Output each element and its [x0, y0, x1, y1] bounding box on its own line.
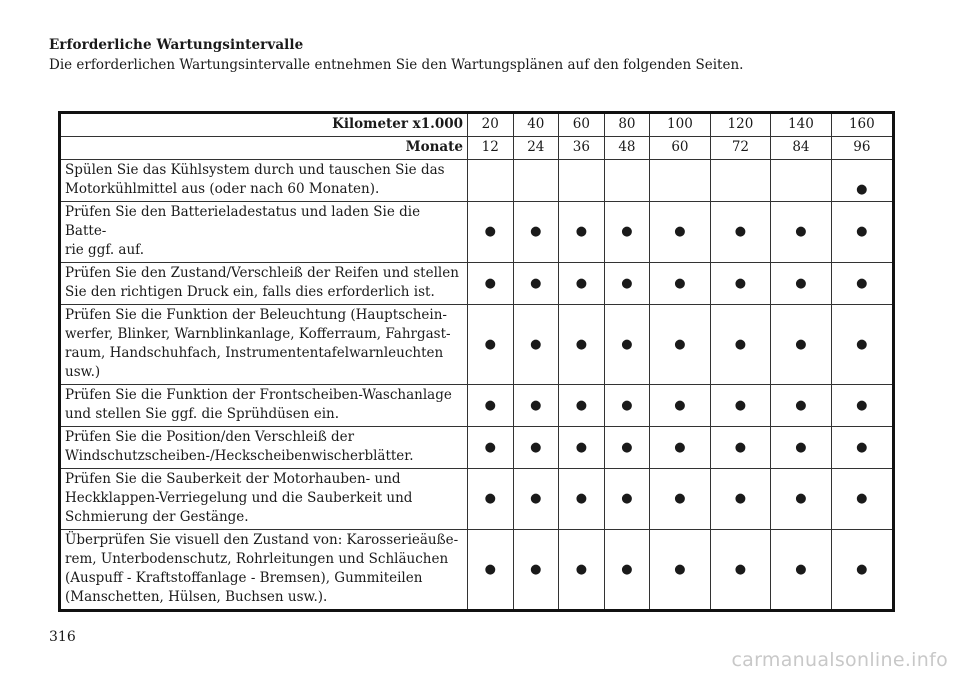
interval-dot-icon: ●	[559, 305, 605, 385]
empty-interval-cell	[468, 160, 514, 202]
interval-dot-icon: ●	[559, 469, 605, 530]
table-row	[60, 469, 894, 530]
interval-dot-icon: ●	[468, 469, 514, 530]
interval-dot-icon: ●	[559, 427, 605, 469]
interval-dot-icon: ●	[650, 202, 711, 263]
interval-dot-icon: ●	[468, 263, 514, 305]
months-value-cell: 36	[559, 137, 605, 160]
interval-dot-icon: ●	[513, 427, 559, 469]
months-value-cell: 48	[604, 137, 650, 160]
task-description: Prüfen Sie die Funktion der Frontscheiben-Waschanlage und stellen Sie ggf. die Sprühdüsen ein.	[60, 385, 468, 427]
months-value-cell: 24	[513, 137, 559, 160]
section-heading: Erforderliche Wartungsintervalle	[49, 37, 304, 53]
km-value-cell: 100	[650, 113, 711, 137]
interval-dot-icon: ●	[771, 305, 832, 385]
interval-dot-icon: ●	[771, 202, 832, 263]
empty-interval-cell	[771, 160, 832, 202]
interval-dot-icon: ●	[468, 202, 514, 263]
interval-dot-icon: ●	[604, 427, 650, 469]
table-row	[60, 385, 894, 427]
interval-dot-icon: ●	[468, 530, 514, 611]
interval-dot-icon: ●	[604, 202, 650, 263]
task-description: Prüfen Sie die Position/den Verschleiß der Windschutzscheiben-/Heckscheibenwischerblätter.	[60, 427, 468, 469]
empty-interval-cell	[559, 160, 605, 202]
months-value-cell: 60	[650, 137, 711, 160]
schedule-body	[60, 113, 894, 611]
interval-dot-icon: ●	[650, 385, 711, 427]
km-label: Kilometer x1.000	[60, 113, 468, 137]
interval-dot-icon: ●	[771, 469, 832, 530]
months-value-cell: 72	[710, 137, 771, 160]
months-label: Monate	[60, 137, 468, 160]
interval-dot-icon: ●	[831, 427, 893, 469]
interval-dot-icon: ●	[650, 469, 711, 530]
interval-dot-icon: ●	[468, 427, 514, 469]
interval-dot-icon: ●	[559, 385, 605, 427]
interval-dot-icon: ●	[513, 263, 559, 305]
interval-dot-icon: ●	[604, 530, 650, 611]
km-value-cell: 40	[513, 113, 559, 137]
empty-interval-cell	[650, 160, 711, 202]
empty-interval-cell	[604, 160, 650, 202]
table-row	[60, 202, 894, 263]
table-row	[60, 530, 894, 611]
page-number: 316	[49, 629, 76, 645]
interval-dot-icon: ●	[710, 305, 771, 385]
interval-dot-icon: ●	[710, 427, 771, 469]
interval-dot-icon: ●	[710, 469, 771, 530]
months-value-cell: 96	[831, 137, 893, 160]
km-value-cell: 20	[468, 113, 514, 137]
interval-dot-icon: ●	[604, 469, 650, 530]
months-value-cell: 12	[468, 137, 514, 160]
interval-dot-icon: ●	[710, 385, 771, 427]
empty-interval-cell	[513, 160, 559, 202]
km-value-cell: 140	[771, 113, 832, 137]
intro-text: Die erforderlichen Wartungsintervalle entnehmen Sie den Wartungsplänen auf den folgenden Seiten.	[49, 57, 744, 73]
km-value-cell: 60	[559, 113, 605, 137]
interval-dot-icon: ●	[513, 305, 559, 385]
interval-dot-icon: ●	[831, 263, 893, 305]
task-description: Prüfen Sie den Zustand/Verschleiß der Reifen und stellen Sie den richtigen Druck ein, falls dies erforderlich ist.	[60, 263, 468, 305]
interval-dot-icon: ●	[831, 530, 893, 611]
interval-dot-icon: ●	[710, 530, 771, 611]
interval-dot-icon: ●	[771, 427, 832, 469]
interval-dot-icon: ●	[771, 385, 832, 427]
interval-dot-icon: ●	[771, 530, 832, 611]
table-row	[60, 160, 894, 202]
interval-dot-icon: ●	[650, 427, 711, 469]
interval-dot-icon: ●	[513, 385, 559, 427]
interval-dot-icon: ●	[831, 305, 893, 385]
table-row	[60, 263, 894, 305]
interval-dot-icon: ●	[513, 530, 559, 611]
task-description: Spülen Sie das Kühlsystem durch und tauschen Sie das Motorkühlmittel aus (oder nach 60 Monaten).	[60, 160, 468, 202]
interval-dot-icon: ●	[468, 305, 514, 385]
km-value-cell: 80	[604, 113, 650, 137]
months-header-row	[60, 137, 894, 160]
empty-interval-cell	[710, 160, 771, 202]
task-description: Überprüfen Sie visuell den Zustand von: Karosserieäuße- rem, Unterbodenschutz, Rohrleitungen und Schläuchen (Auspuff - Kraftstoffanlage - Bremsen), Gummiteilen (Manschetten, Hülsen, Buchsen usw.).	[60, 530, 468, 611]
km-header-row	[60, 113, 894, 137]
task-description: Prüfen Sie die Sauberkeit der Motorhauben- und Heckklappen-Verriegelung und die Sauberkeit und Schmierung der Gestänge.	[60, 469, 468, 530]
interval-dot-icon: ●	[559, 530, 605, 611]
maintenance-schedule-table	[58, 111, 895, 612]
interval-dot-icon: ●	[650, 263, 711, 305]
interval-dot-icon: ●	[831, 385, 893, 427]
interval-dot-icon: ●	[771, 263, 832, 305]
task-description: Prüfen Sie die Funktion der Beleuchtung (Hauptschein- werfer, Blinker, Warnblinkanlage, Kofferraum, Fahrgast- raum, Handschuhfach, Instrumententafelwarnleuchten usw.)	[60, 305, 468, 385]
interval-dot-icon: ●	[559, 263, 605, 305]
interval-dot-icon: ●	[831, 202, 893, 263]
watermark-text: carmanualsonline.info	[731, 649, 948, 671]
interval-dot-icon: ●	[604, 263, 650, 305]
interval-dot-icon: ●	[710, 202, 771, 263]
table-row	[60, 427, 894, 469]
interval-dot-icon: ●	[831, 469, 893, 530]
interval-dot-icon: ●	[513, 202, 559, 263]
interval-dot-icon: ●	[831, 160, 893, 202]
interval-dot-icon: ●	[468, 385, 514, 427]
interval-dot-icon: ●	[650, 305, 711, 385]
interval-dot-icon: ●	[710, 263, 771, 305]
interval-dot-icon: ●	[650, 530, 711, 611]
months-value-cell: 84	[771, 137, 832, 160]
km-value-cell: 160	[831, 113, 893, 137]
interval-dot-icon: ●	[559, 202, 605, 263]
interval-dot-icon: ●	[604, 385, 650, 427]
interval-dot-icon: ●	[513, 469, 559, 530]
table-row	[60, 305, 894, 385]
task-description: Prüfen Sie den Batterieladestatus und laden Sie die Batte- rie ggf. auf.	[60, 202, 468, 263]
km-value-cell: 120	[710, 113, 771, 137]
interval-dot-icon: ●	[604, 305, 650, 385]
